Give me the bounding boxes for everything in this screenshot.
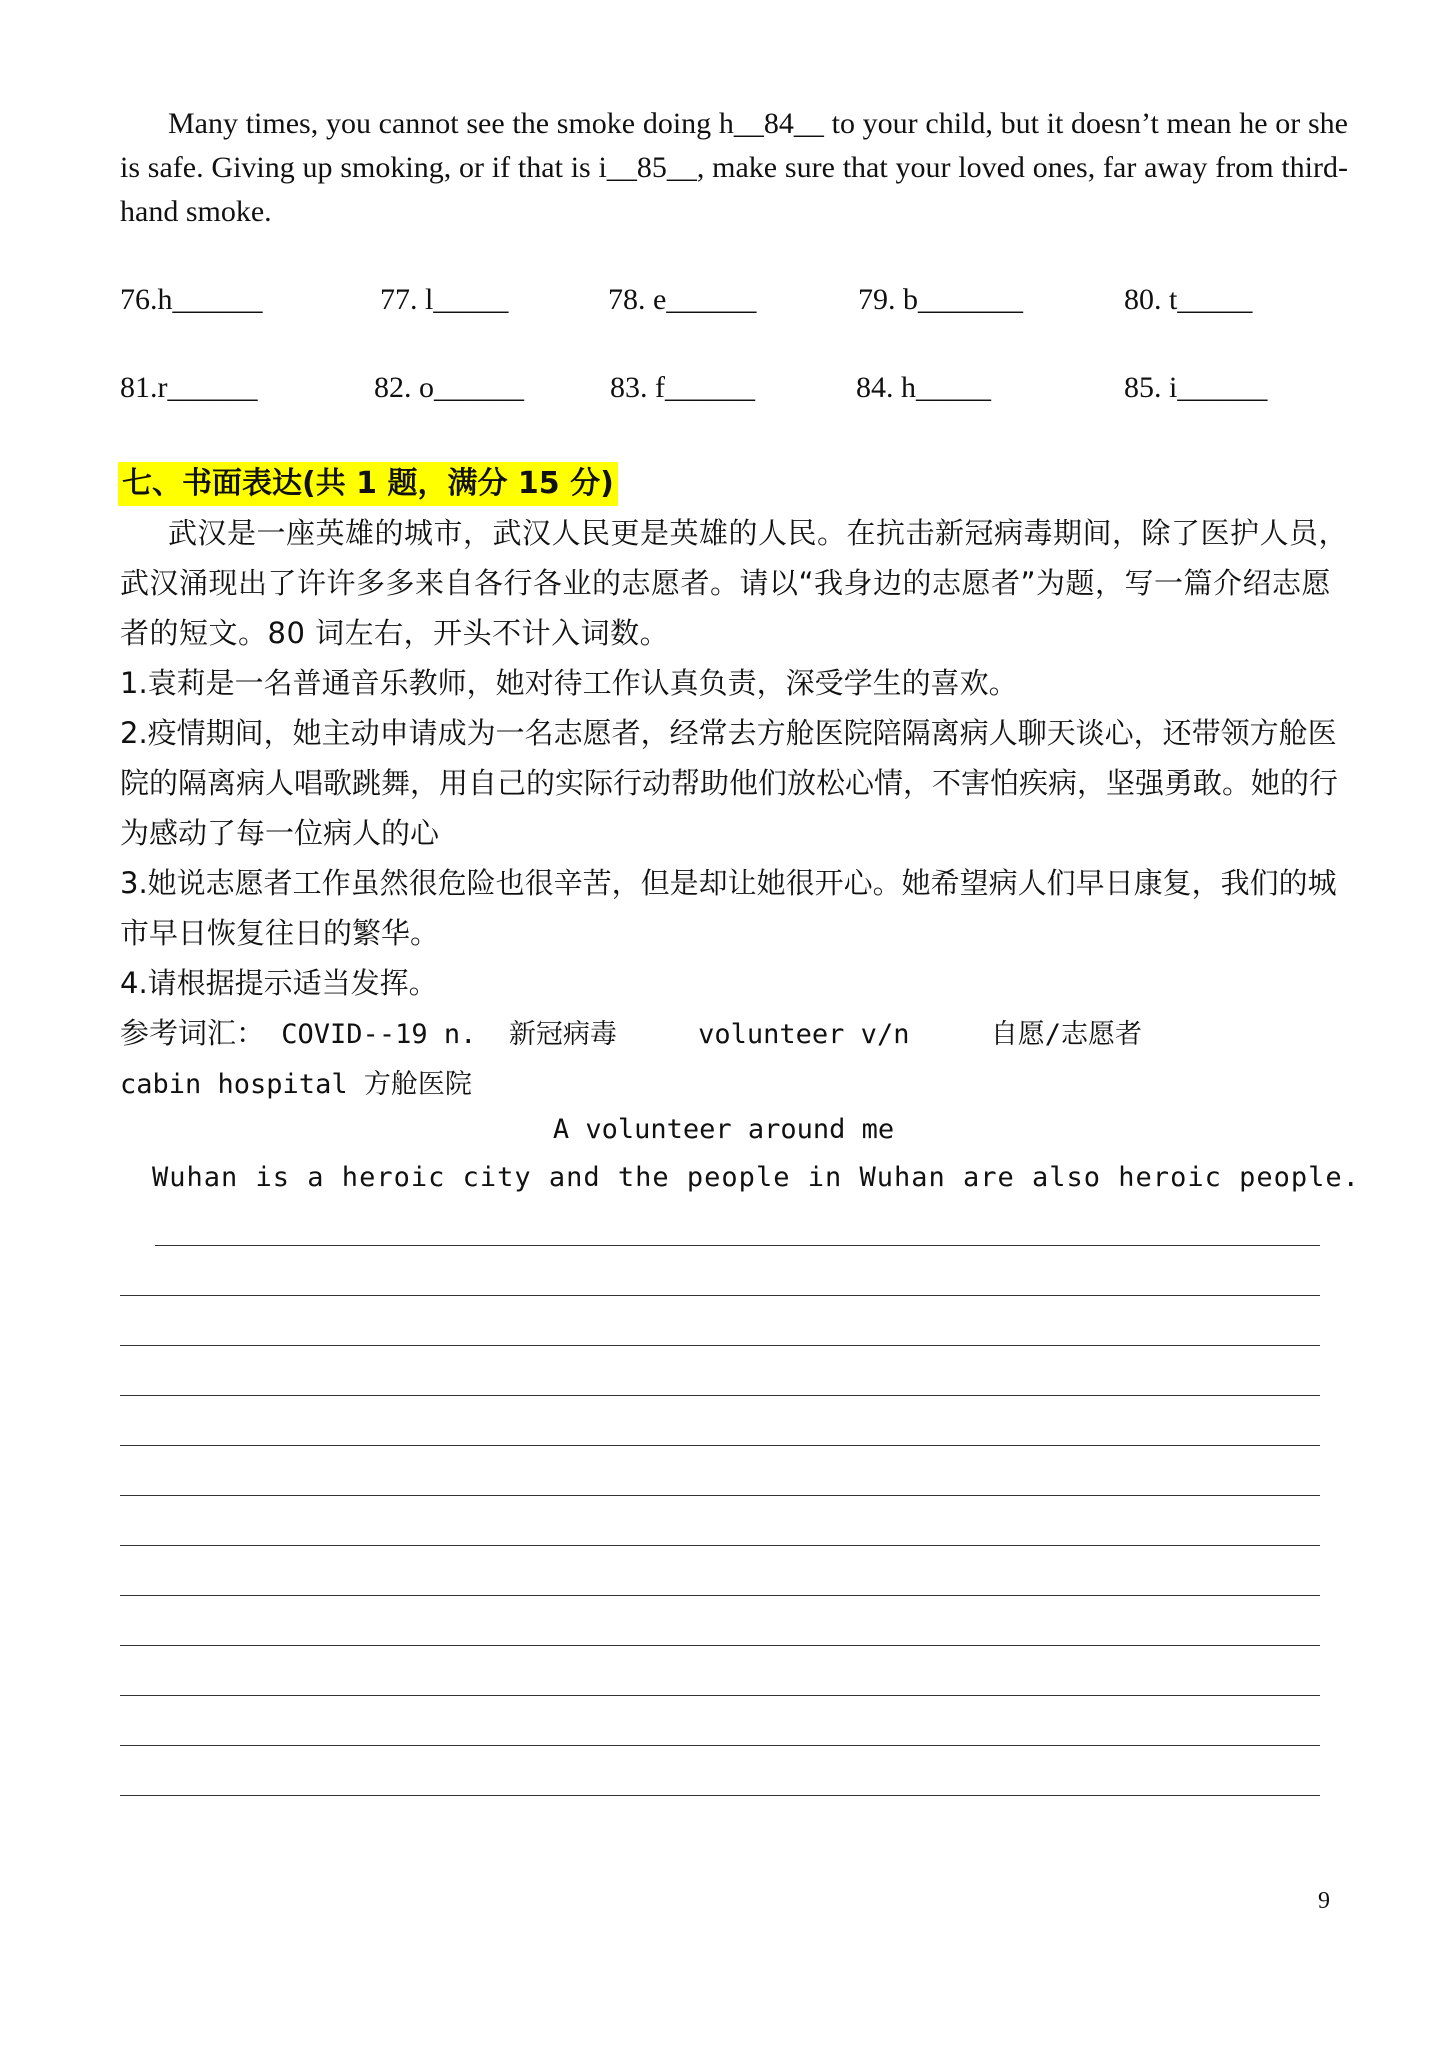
writing-line[interactable]: [120, 1545, 1320, 1546]
answer-blank-81[interactable]: 81.r______: [120, 371, 258, 404]
writing-line[interactable]: [120, 1745, 1320, 1746]
answer-blank-85[interactable]: 85. i______: [1124, 371, 1268, 404]
writing-line[interactable]: [120, 1295, 1320, 1296]
answer-blank-84[interactable]: 84. h_____: [856, 371, 991, 404]
section-heading-writing: 七、书面表达(共 1 题，满分 15 分): [118, 462, 618, 506]
task-intro: 武汉是一座英雄的城市，武汉人民更是英雄的人民。在抗击新冠病毒期间，除了医护人员，武汉涌现出了许许多多来自各行各业的志愿者。请以“我身边的志愿者”为题，写一篇介绍志愿者的短文。80 词左右，开头不计入词数。: [120, 516, 1349, 650]
writing-line[interactable]: [120, 1795, 1320, 1796]
essay-opening-sentence: Wuhan is a heroic city and the people in Wuhan are also heroic people.: [152, 1162, 1360, 1193]
vocab-line-1: [120, 1008, 1348, 1060]
task-point-4: 4.请根据提示适当发挥。: [120, 966, 438, 1000]
writing-line[interactable]: [120, 1345, 1320, 1346]
writing-line[interactable]: [120, 1495, 1320, 1496]
passage-paragraph: Many times, you cannot see the smoke doing h__84__ to your child, but it doesn’t mean he or she is safe. Giving up smoking, or if that is i__85__, make sure that your loved ones, far away from third-hand smoke.: [120, 107, 1348, 228]
writing-line[interactable]: [120, 1595, 1320, 1596]
answer-blank-83[interactable]: 83. f______: [610, 371, 755, 404]
vocab-terms-2: cabin hospital 方舱医院: [120, 1069, 472, 1100]
writing-line[interactable]: [155, 1245, 1320, 1246]
answer-blank-78[interactable]: 78. e______: [608, 283, 757, 316]
writing-line[interactable]: [120, 1645, 1320, 1646]
writing-line[interactable]: [120, 1695, 1320, 1696]
page-number: 9: [1318, 1888, 1330, 1914]
answer-blank-77[interactable]: 77. l_____: [380, 283, 509, 316]
writing-line[interactable]: [120, 1395, 1320, 1396]
vocab-line-2: [120, 1060, 1348, 1110]
reading-passage: [120, 102, 1348, 234]
task-point-3: 3.她说志愿者工作虽然很危险也很辛苦，但是却让她很开心。她希望病人们早日康复，我们的城市早日恢复往日的繁华。: [120, 866, 1337, 950]
writing-line[interactable]: [120, 1445, 1320, 1446]
answer-blank-76[interactable]: 76.h______: [120, 283, 263, 316]
vocab-terms-1: COVID--19 n. 新冠病毒 volunteer v/n 自愿/志愿者: [281, 1019, 1142, 1050]
answer-blank-79[interactable]: 79. b_______: [858, 283, 1023, 316]
writing-task: [120, 508, 1348, 1110]
answer-blank-80[interactable]: 80. t_____: [1124, 283, 1253, 316]
task-point-2: 2.疫情期间，她主动申请成为一名志愿者，经常去方舱医院陪隔离病人聊天谈心，还带领方舱医院的隔离病人唱歌跳舞，用自己的实际行动帮助他们放松心情，不害怕疾病，坚强勇敢。她的行为感动了每一位病人的心: [120, 716, 1339, 850]
essay-title: A volunteer around me: [552, 1114, 895, 1145]
vocab-label: 参考词汇：: [120, 1016, 266, 1050]
task-point-1: 1.袁莉是一名普通音乐教师，她对待工作认真负责，深受学生的喜欢。: [120, 666, 1018, 700]
answer-blank-82[interactable]: 82. o______: [374, 371, 524, 404]
